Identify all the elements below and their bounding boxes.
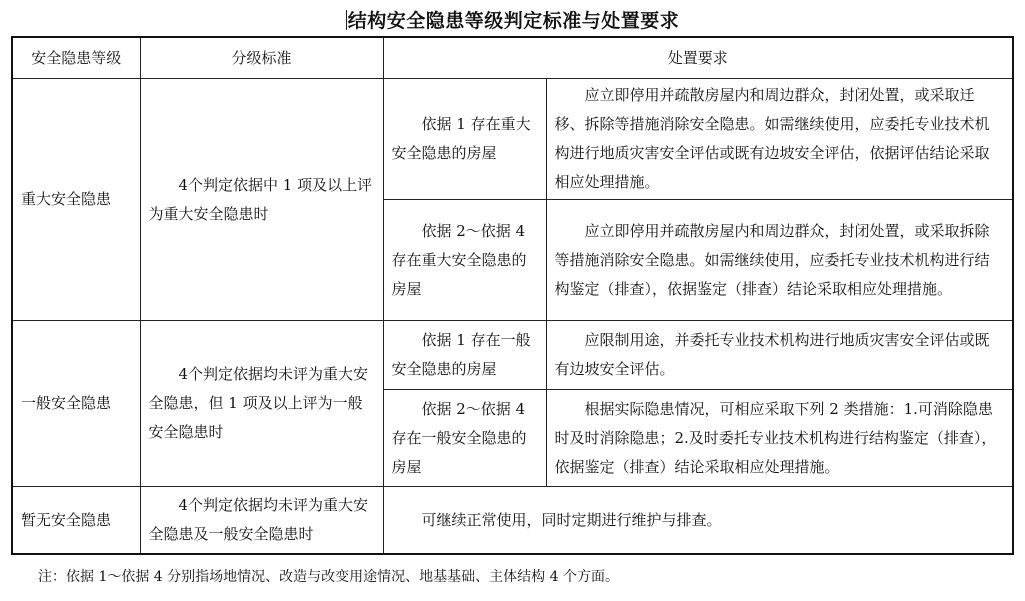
table-title-text: 结构安全隐患等级判定标准与处置要求 [347,10,680,32]
requirement-general-2: 根据实际隐患情况，可相应采取下列 2 类措施：1.可消除隐患时及时消除隐患；2.及时委托专业技术机构进行结构鉴定（排查），依据鉴定（排查）结论采取相应处理措施。 [546,390,1013,487]
table-row [12,487,1013,555]
level-major: 重大安全隐患 [12,79,140,321]
table-title [0,8,1025,34]
basis-major-2: 依据 2～依据 4 存在重大安全隐患的房屋 [383,200,546,321]
criteria-general: 4个判定依据均未评为重大安全隐患，但 1 项及以上评为一般安全隐患时 [140,321,383,487]
basis-major-1: 依据 1 存在重大安全隐患的房屋 [383,79,546,200]
table-row [12,321,1013,390]
requirement-major-2: 应立即停用并疏散房屋内和周边群众，封闭处置，或采取拆除等措施消除安全隐患。如需继续使用，应委托专业技术机构进行结构鉴定（排查），依据鉴定（排查）结论采取相应处理措施。 [546,200,1013,321]
level-general: 一般安全隐患 [12,321,140,487]
criteria-none: 4个判定依据均未评为重大安全隐患及一般安全隐患时 [140,487,383,555]
requirement-major-1: 应立即停用并疏散房屋内和周边群众，封闭处置，或采取迁移、拆除等措施消除安全隐患。如需继续使用，应委托专业技术机构进行地质灾害安全评估或既有边坡安全评估，依据评估结论采取相应处理措施。 [546,79,1013,200]
text-cursor [346,10,347,30]
footnote: 注：依据 1～依据 4 分别指场地情况、改造与改变用途情况、地基基础、主体结构 4 个方面。 [38,569,619,585]
header-requirements: 处置要求 [383,37,1013,79]
header-row [12,37,1013,79]
table-row [12,79,1013,200]
hazard-standard-table [11,36,1014,555]
basis-general-2: 依据 2～依据 4 存在一般安全隐患的房屋 [383,390,546,487]
requirement-none: 可继续正常使用，同时定期进行维护与排查。 [383,487,1013,555]
criteria-major: 4个判定依据中 1 项及以上评为重大安全隐患时 [140,79,383,321]
level-none: 暂无安全隐患 [12,487,140,555]
header-level: 安全隐患等级 [12,37,140,79]
header-criteria: 分级标准 [140,37,383,79]
requirement-general-1: 应限制用途，并委托专业技术机构进行地质灾害安全评估或既有边坡安全评估。 [546,321,1013,390]
basis-general-1: 依据 1 存在一般安全隐患的房屋 [383,321,546,390]
